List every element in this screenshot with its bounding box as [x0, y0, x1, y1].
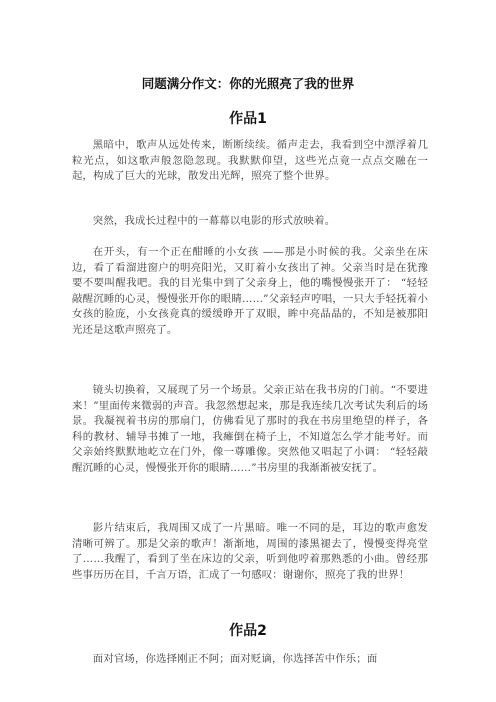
- section-heading-2: 作品2: [229, 623, 267, 639]
- paragraph: 面对官场，你选择刚正不阿；面对贬谪，你选择苦中作乐；面: [92, 653, 378, 665]
- paragraph: 在开头，有一个正在酣睡的小女孩 ——那是小时候的我。父亲坐在床边，看了看溜进窗户的明亮阳光，又盯着小女孩出了神。父亲当时是在犹豫要不要叫醒我吧。我的目光集中到了父亲身上，他的嘴慢慢张开了： “轻轻敲醒沉睡的心灵，慢慢张开你的眼睛……”父亲轻声哼唱，一只大手轻抚着小女孩的脸庞，小女孩竟真的缓缓睁开了双眼，眸中亮晶晶的，不知是被那阳光还是这歌声照亮了。: [72, 246, 428, 336]
- paragraph: 影片结束后，我周围又成了一片黑暗。唯一不同的是，耳边的歌声愈发清晰可辨了。那是父亲的歌声！渐渐地，周围的漆黑褪去了，慢慢变得亮堂了……我醒了，看到了坐在床边的父亲，听到他哼着那熟悉的小曲。曾经那些事历历在目，千言万语，汇成了一句感叹：谢谢你，照亮了我的世界！: [72, 522, 428, 581]
- paragraph: 突然，我成长过程中的一幕幕以电影的形式放映着。: [92, 215, 336, 227]
- paragraph: 黑暗中，歌声从远处传来，断断续续。循声走去，我看到空中漂浮着几粒光点，如这歌声般忽隐忽现。我默默仰望，这些光点竟一点点交融在一起，构成了巨大的光球，散发出光辉，照亮了整个世界。: [72, 139, 428, 183]
- section-heading-1: 作品1: [229, 111, 267, 127]
- paragraph: 镜头切换着，又展现了另一个场景。父亲正站在我书房的门前。“不要进来！”里面传来微弱的声音。我忽然想起来，那是我连续几次考试失利后的场景。我凝视着书房的那扇门，仿佛看见了那时的我在书房里绝望的样子，各科的教材、辅导书摊了一地，我瘫倒在椅子上，不知道怎么学才能考好。而父亲始终默默地屹立在门外，像一尊雕像。突然他又唱起了小调： “轻轻敲醒沉睡的心灵，慢慢张开你的眼睛……”书房里的我渐渐被安抚了。: [72, 384, 428, 474]
- document-title: 同题满分作文：你的光照亮了我的世界: [141, 76, 355, 91]
